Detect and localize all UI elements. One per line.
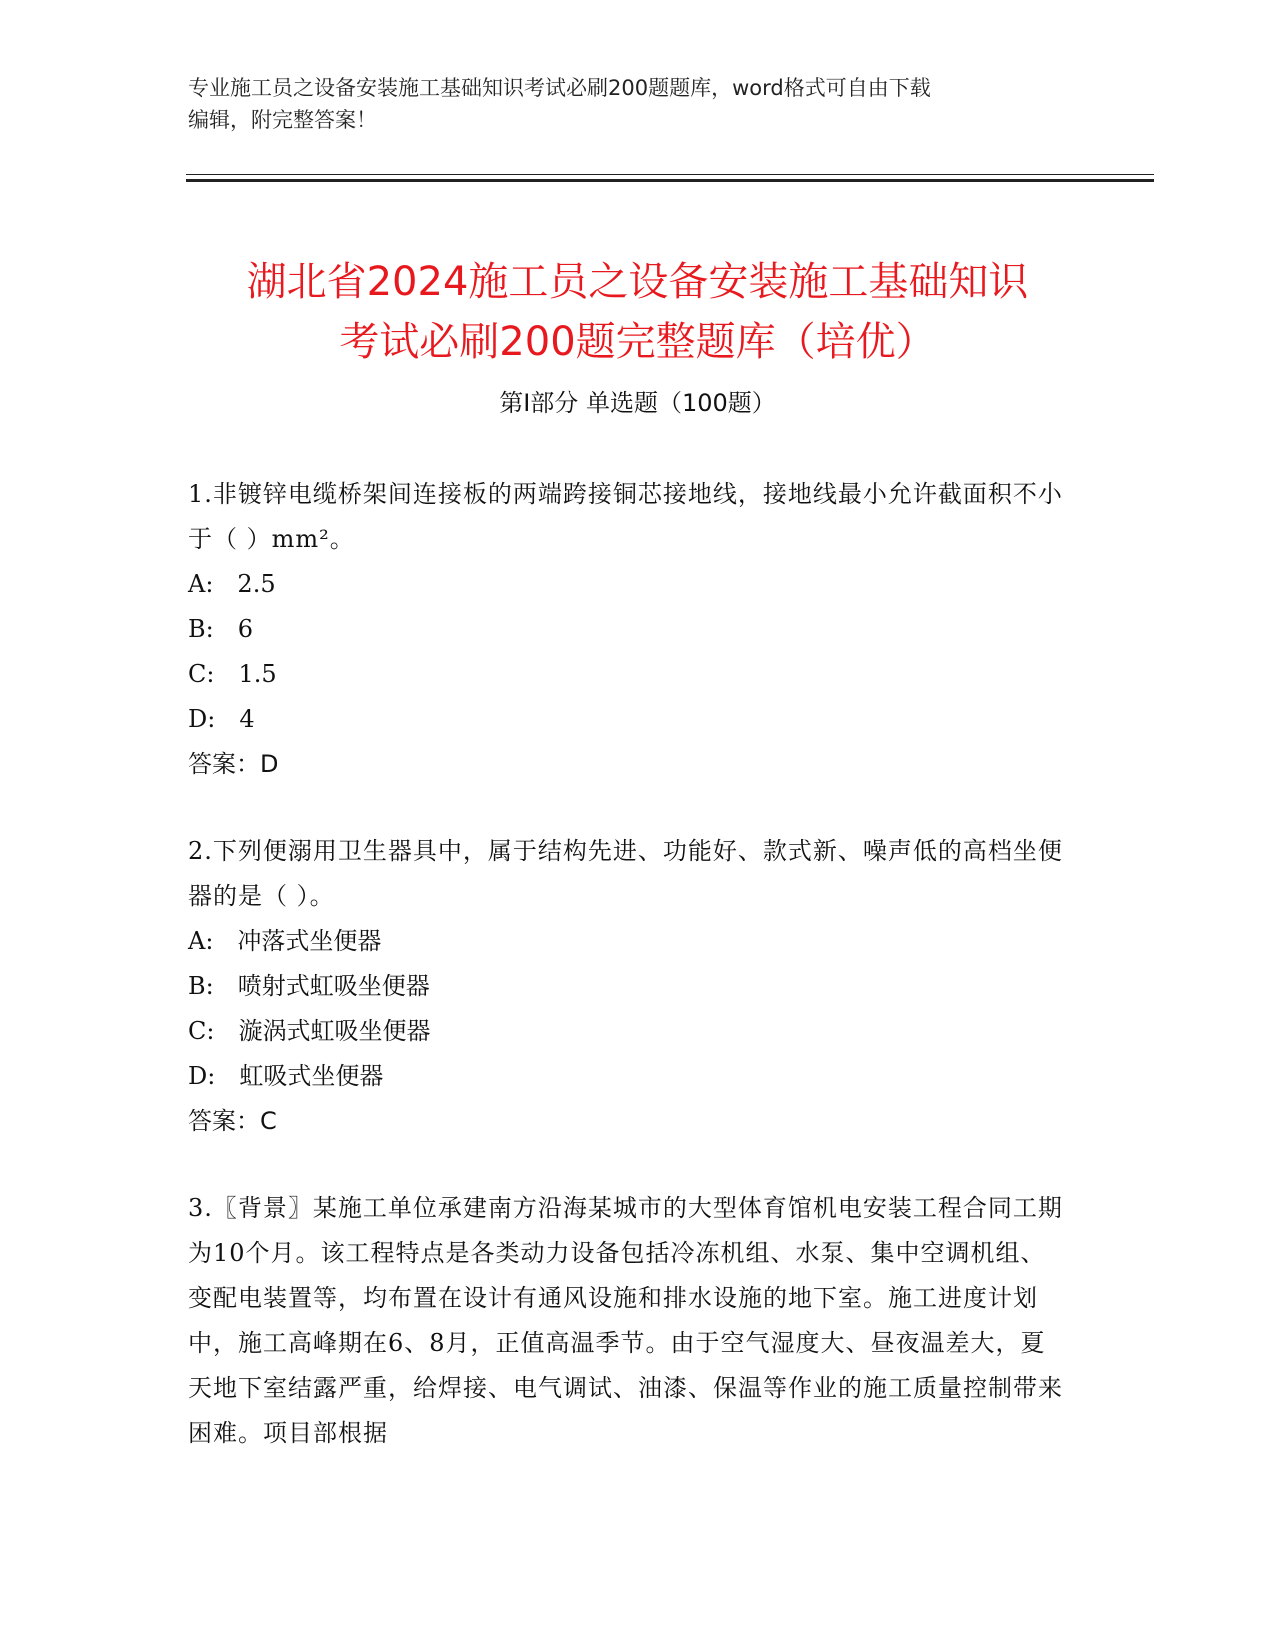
option-a — [188, 562, 1068, 607]
question-1 — [188, 472, 1068, 787]
question-list — [188, 472, 1068, 1498]
header-line-1: 专业施工员之设备安装施工基础知识考试必刷200题题库，word格式可自由下载 — [188, 76, 931, 100]
option-b — [188, 964, 1068, 1009]
option-label: A: — [188, 570, 214, 598]
option-c — [188, 652, 1068, 697]
option-value: 6 — [237, 615, 254, 643]
option-value: 2.5 — [237, 570, 276, 598]
option-value: 4 — [239, 705, 255, 733]
question-2 — [188, 829, 1068, 1144]
header-line-2: 编辑，附完整答案！ — [188, 108, 377, 132]
section-heading: 第Ⅰ部分 单选题（100题） — [499, 389, 776, 417]
option-label: D: — [188, 1062, 216, 1090]
option-value: 漩涡式虹吸坐便器 — [238, 1017, 431, 1045]
question-text: 2.下列便溺用卫生器具中，属于结构先进、功能好、款式新、噪声低的高档坐便器的是（ ）。 — [188, 837, 1063, 910]
option-label: A: — [188, 927, 214, 955]
option-value: 1.5 — [238, 660, 277, 688]
option-value: 冲落式坐便器 — [237, 927, 382, 955]
header-divider-thin — [186, 174, 1154, 175]
option-b — [188, 607, 1068, 652]
option-label: B: — [188, 972, 214, 1000]
option-c — [188, 1009, 1068, 1054]
answer: 答案：D — [188, 750, 279, 778]
question-text: 1.非镀锌电缆桥架间连接板的两端跨接铜芯接地线，接地线最小允许截面积不小于（ ）mm²。 — [188, 480, 1063, 553]
option-value: 喷射式虹吸坐便器 — [237, 972, 430, 1000]
option-a — [188, 919, 1068, 964]
option-label: C: — [188, 1017, 215, 1045]
option-label: B: — [188, 615, 214, 643]
document-header — [188, 72, 1088, 136]
option-label: C: — [188, 660, 215, 688]
option-d — [188, 697, 1068, 742]
option-label: D: — [188, 705, 216, 733]
title-line-1: 湖北省2024施工员之设备安装施工基础知识 — [246, 258, 1029, 305]
option-d — [188, 1054, 1068, 1099]
question-text: 3.〖背景〗某施工单位承建南方沿海某城市的大型体育馆机电安装工程合同工期为10个月。该工程特点是各类动力设备包括冷冻机组、水泵、集中空调机组、变配电装置等，均布置在设计有通风设施和排水设施的地下室。施工进度计划中，施工高峰期在6、8月，正值高温季节。由于空气湿度大、昼夜温差大，夏天地下室结露严重，给焊接、电气调试、油漆、保温等作业的施工质量控制带来困难。项目部根据 — [188, 1194, 1063, 1447]
question-3 — [188, 1186, 1068, 1456]
header-divider-thick — [186, 179, 1154, 182]
document-title — [150, 252, 1125, 372]
title-line-2: 考试必刷200题完整题库（培优） — [339, 318, 936, 365]
answer: 答案：C — [188, 1107, 277, 1135]
option-value: 虹吸式坐便器 — [239, 1062, 384, 1090]
